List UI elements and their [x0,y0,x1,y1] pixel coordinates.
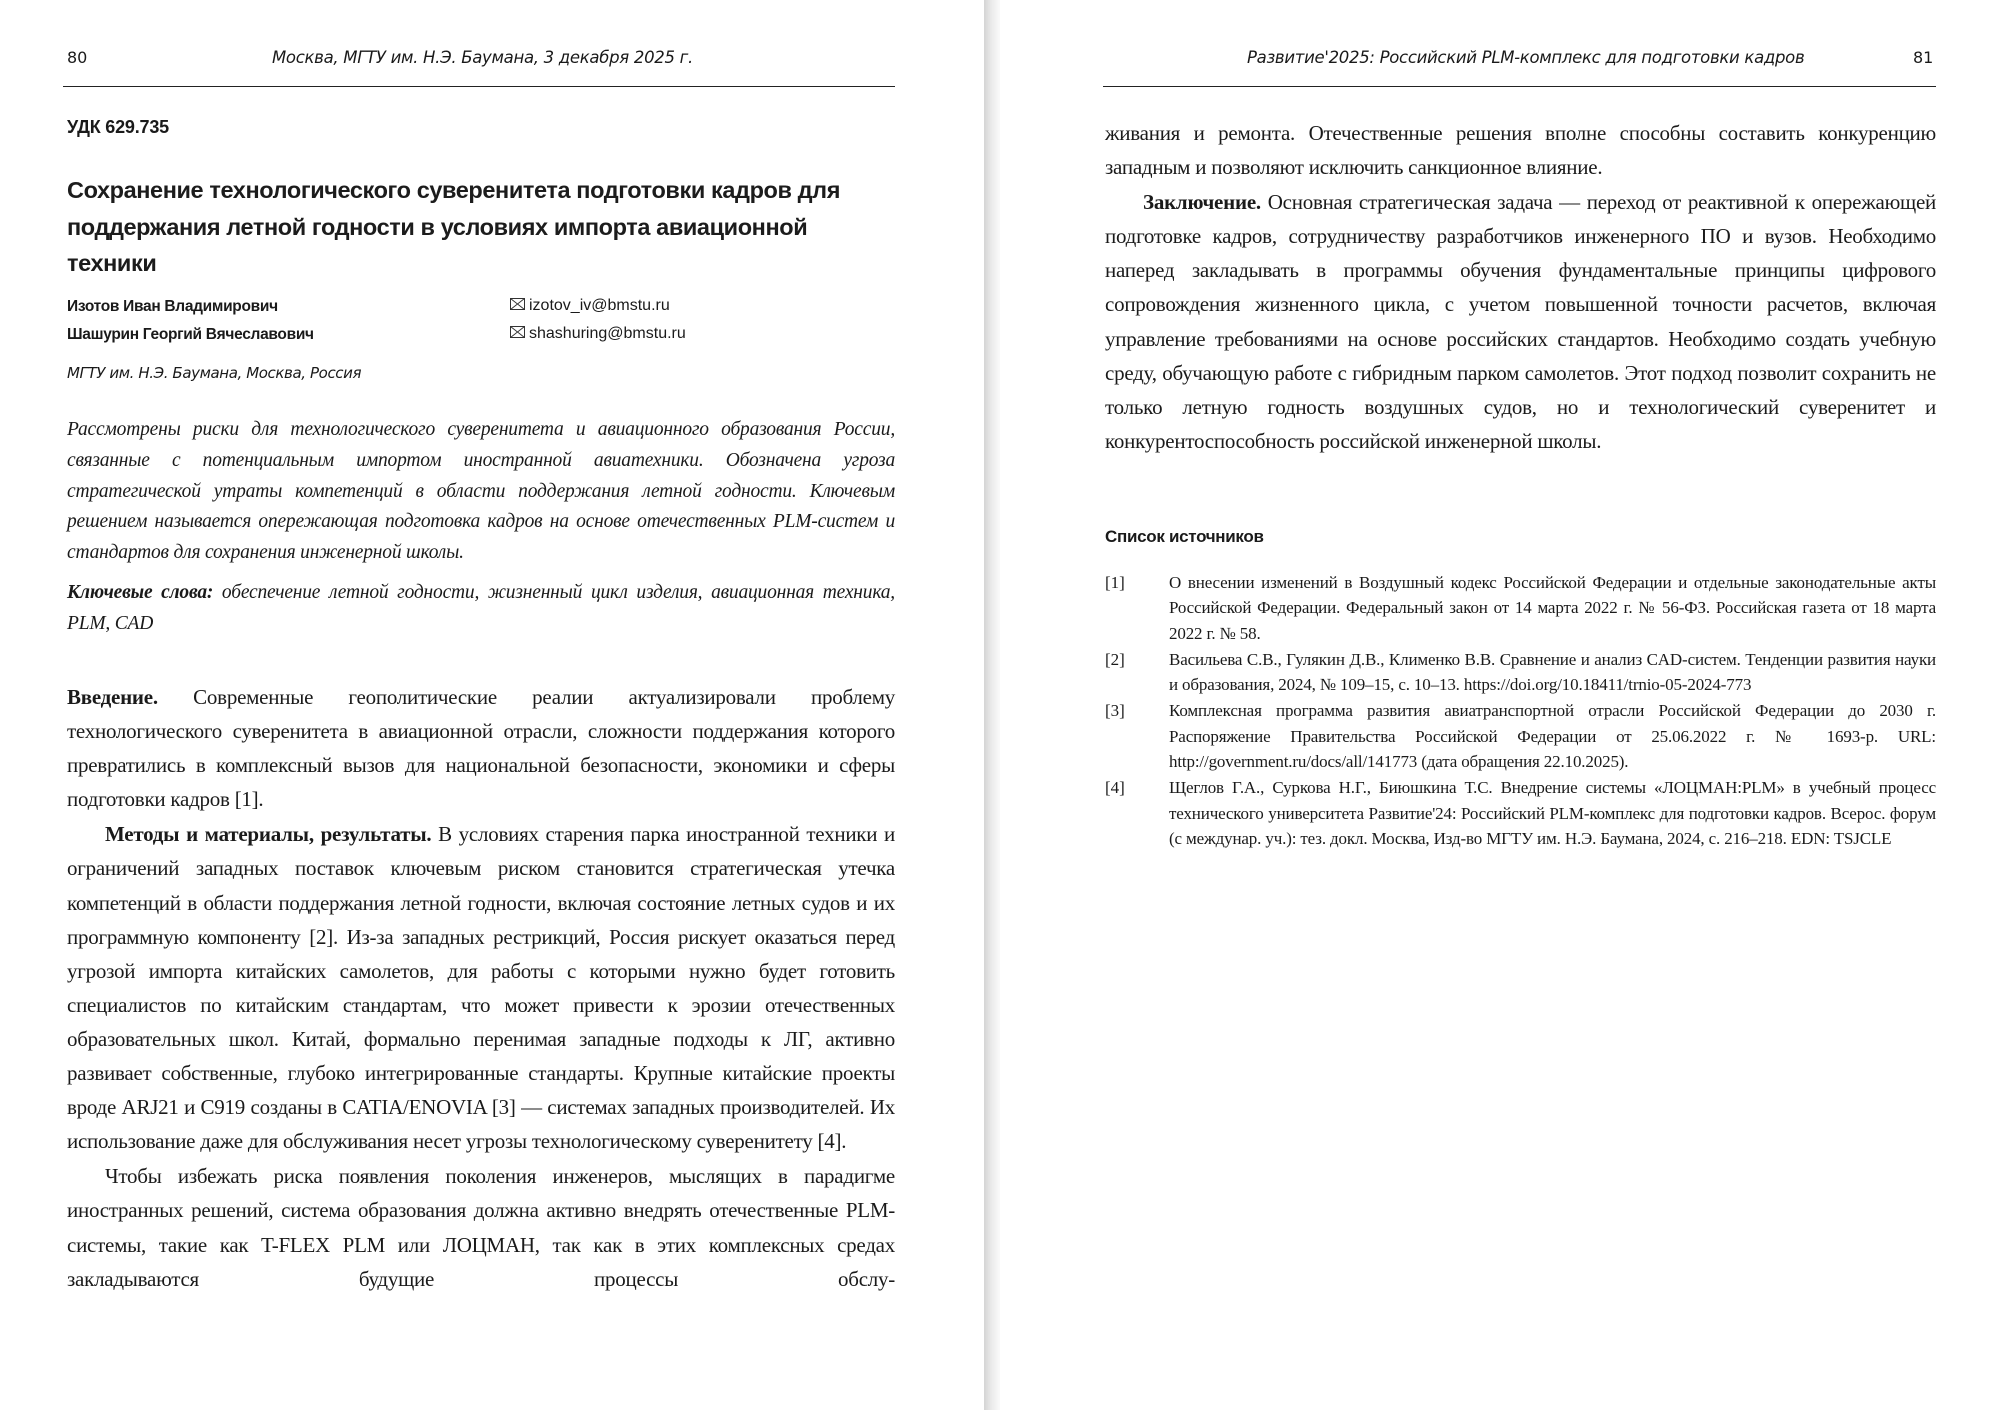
page-number: 80 [67,48,88,67]
references-title: Список источников [1105,527,1264,546]
reference-item [1105,698,1936,774]
reference-item [1105,775,1936,851]
header-rule [63,86,895,87]
running-header: Москва, МГТУ им. Н.Э. Баумана, 3 декабря 2025 г. [272,48,693,67]
reference-text: Комплексная программа развития авиатранспортной отрасли Российской Федерации до 2030 г. Распоряжение Правительства Российской Федерации от 25.06.2022 г. № 1693-р. URL: http://government.ru/docs/all/141773 (дата обращения 22.10.2025). [1169,701,1936,772]
body-text [1105,116,1936,458]
reference-item [1105,647,1936,698]
paragraph-continuation: живания и ремонта. Отечественные решения вполне способны составить конкуренцию западным и позволяют исключить санкционное влияние. [1105,121,1936,180]
paragraph-lead: Заключение. [1143,190,1261,215]
reference-number: [3] [1105,701,1125,721]
running-header: Развитие'2025: Российский PLM-комплекс для подготовки кадров [1247,48,1805,67]
keywords [67,577,895,639]
body-text [67,680,895,1296]
reference-item [1105,570,1936,646]
page-gutter [984,0,1000,1410]
paragraph-introduction: Введение. Современные геополитические реалии актуализировали проблему технологического суверенитета в авиационной отрасли, сложности поддержания которого превратились в комплексный вызов для национальной безопасности, экономики и сферы подготовки кадров [1]. [67,685,895,812]
paragraph-continuation: Чтобы избежать риска появления поколения инженеров, мыслящих в парадигме иностранных решений, система образования должна активно внедрять отечественные PLM-системы, такие как T-FLEX PLM или ЛОЦМАН, так как в этих комплексных средах закладываются будущие процессы обслу- [67,1164,895,1291]
keywords-label: Ключевые слова: [67,582,214,603]
article-title: Сохранение технологического суверенитета подготовки кадров для поддержания летной годности в условиях импорта авиационной техники [67,177,841,276]
reference-number: [1] [1105,573,1125,592]
email-address[interactable]: shashuring@bmstu.ru [529,325,686,342]
paragraph-conclusion: Заключение. Основная стратегическая задача — переход от реактивной к опережающей подготовке кадров, сотрудничеству разработчиков инженерного ПО и вузов. Необходимо наперед закладывать в программы обучения фундаментальные принципы цифрового сопровождения жизненного цикла, с учетом повышенной точности расчетов, включая управление требованиями на основе российских стандартов. Необходимо создать учебную среду, обучающую работе с гибридным парком самолетов. Этот подход позволит сохранить не только летную годность воздушных судов, но и технологический суверенитет и конкурентоспособность российской инженерной школы. [1105,190,1937,453]
keywords-text: обеспечение летной годности, жизненный цикл изделия, авиационная техника, PLM, CAD [67,582,895,634]
paragraph-lead: Методы и материалы, результаты. [105,822,432,847]
reference-text: О внесении изменений в Воздушный кодекс Российской Федерации и отдельные законодательные акты Российской Федерации. Федеральный закон от 14 марта 2022 г. № 56-ФЗ. Российская газета от 18 марта 2022 г. № 58. [1169,573,1936,643]
header-rule [1103,86,1936,87]
author-email[interactable] [510,297,670,315]
references-list [1105,570,1936,852]
reference-text: Васильева С.В., Гулякин Д.В., Клименко В.В. Сравнение и анализ CAD-систем. Тенденции развития науки и образования, 2024, № 109–15, с. 10–13. https://doi.org/10.18411/trnio-05-2024-773 [1169,649,1936,695]
author-name: Шашурин Георгий Вячеславович [67,326,314,343]
author-name: Изотов Иван Владимирович [67,298,278,315]
author-email[interactable] [510,325,686,343]
page-number: 81 [1913,48,1934,67]
reference-number: [4] [1105,778,1125,798]
email-address[interactable]: izotov_iv@bmstu.ru [529,297,670,314]
abstract: Рассмотрены риски для технологического суверенитета и авиационного образования России, связанные с потенциальным импортом иностранной авиатехники. Обозначена угроза стратегической утраты компетенций в области поддержания летной годности. Ключевым решением называется опережающая подготовка кадров на основе отечественных PLM-систем и стандартов для сохранения инженерной школы. [67,419,895,564]
udk-code: УДК 629.735 [67,117,169,137]
envelope-icon [510,325,525,343]
reference-number: [2] [1105,649,1125,669]
paragraph-lead: Введение. [67,685,158,709]
affiliation: МГТУ им. Н.Э. Баумана, Москва, Россия [67,364,362,382]
paragraph-methods: Методы и материалы, результаты. В условиях старения парка иностранной техники и ограничений западных поставок ключевым риском становится стратегическая утечка компетенций в области поддержания летной годности, включая состояние летных судов и их программную компоненту [2]. Из-за западных рестрикций, Россия рискует оказаться перед угрозой импорта китайских самолетов, для работы с которыми нужно будет готовить специалистов по китайским стандартам, что может привести к эрозии отечественных образовательных школ. Китай, формально перенимая западные подходы к ЛГ, активно развивает собственные, глубоко интегрированные стандарты. Крупные китайские проекты вроде ARJ21 и C919 созданы в CATIA/ENOVIA [3] — системах западных производителей. Их использование даже для обслуживания несет угрозы технологическому суверенитету [4]. [67,822,895,1154]
envelope-icon [510,297,525,315]
left-page [0,0,984,1410]
reference-text: Щеглов Г.А., Суркова Н.Г., Биюшкина Т.С. Внедрение системы «ЛОЦМАН:PLM» в учебный процесс технического университета Развитие'24: Российский PLM-комплекс для подготовки кадров. Всерос. форум (с междунар. уч.): тез. докл. Москва, Изд-во МГТУ им. Н.Э. Баумана, 2024, с. 216–218. EDN: TSJCLE [1169,778,1936,848]
